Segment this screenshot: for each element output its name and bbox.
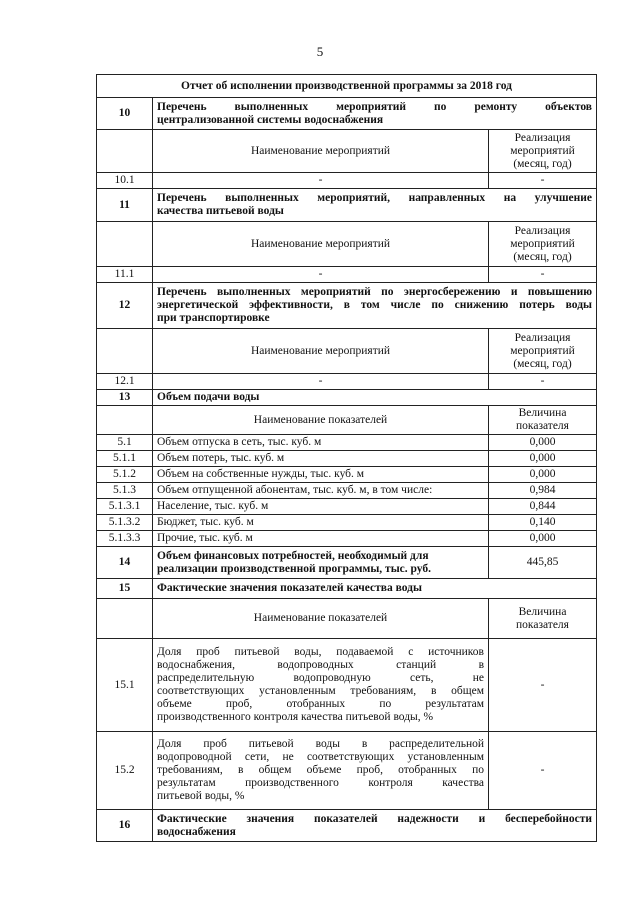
report-title: Отчет об исполнении производственной программы за 2018 год <box>97 75 597 98</box>
indicator-description: Доля проб питьевой воды в распределительной водопроводной сети, не соответствующих установленным требованиям, в общем объеме проб, отобранных по результатам производственного контроля качества питьевой воды, % <box>153 732 489 810</box>
financial-needs-value: 445,85 <box>489 547 597 579</box>
table-row: 11.1 - - <box>97 267 597 283</box>
section-13-column-header <box>97 406 597 435</box>
section-number: 13 <box>97 390 153 406</box>
table-row: 5.1.3.2 Бюджет, тыс. куб. м 0,140 <box>97 515 597 531</box>
section-11-column-header <box>97 222 597 267</box>
table-row: 10.1 - - <box>97 173 597 189</box>
section-number: 12 <box>97 283 153 329</box>
table-row: 5.1.2 Объем на собственные нужды, тыс. куб. м 0,000 <box>97 467 597 483</box>
column-header-implementation: Реализация мероприятий (месяц, год) <box>489 222 597 267</box>
section-10-column-header <box>97 130 597 173</box>
section-title: Фактические значения показателей качества воды <box>153 579 597 599</box>
column-header-value: Величина показателя <box>489 406 597 435</box>
section-11-header <box>97 189 597 222</box>
section-15-header <box>97 579 597 599</box>
section-12-column-header <box>97 329 597 374</box>
section-number: 15 <box>97 579 153 599</box>
table-row: 15.2 Доля проб питьевой воды в распределительной водопроводной сети, не соответствующих установленным требованиям, в общем объеме проб, отобранных по результатам производственного контроля качества питьевой воды, % - <box>97 732 597 810</box>
column-header-value: Величина показателя <box>489 599 597 639</box>
section-title: Объем подачи воды <box>153 390 597 406</box>
section-title: Перечень выполненных мероприятий, направленных на улучшение качества питьевой воды <box>153 189 597 222</box>
column-header-name: Наименование показателей <box>153 406 489 435</box>
table-row: 5.1.3 Объем отпущенной абонентам, тыс. куб. м, в том числе: 0,984 <box>97 483 597 499</box>
section-number: 16 <box>97 810 153 842</box>
section-number: 11 <box>97 189 153 222</box>
section-13-header <box>97 390 597 406</box>
section-number: 10 <box>97 98 153 130</box>
table-row: 15.1 Доля проб питьевой воды, подаваемой с источников водоснабжения, водопроводных станций в распределительную водопроводную сеть, не соответствующих установленным требованиям, в общем объеме проб, отобранных по результатам производственного контроля качества питьевой воды, % - <box>97 639 597 732</box>
page-number: 5 <box>316 44 324 59</box>
column-header-name: Наименование мероприятий <box>153 329 489 374</box>
section-12-header <box>97 283 597 329</box>
column-header-name: Наименование показателей <box>153 599 489 639</box>
section-title: Перечень выполненных мероприятий по ремонту объектов централизованной системы водоснабжения <box>153 98 597 130</box>
section-title: Объем финансовых потребностей, необходимый для реализации производственной программы, тыс. руб. <box>153 547 489 579</box>
table-row: 5.1.1 Объем потерь, тыс. куб. м 0,000 <box>97 451 597 467</box>
table-row: 12.1 - - <box>97 374 597 390</box>
section-title: Фактические значения показателей надежности и бесперебойности водоснабжения <box>153 810 597 842</box>
column-header-implementation: Реализация мероприятий (месяц, год) <box>489 329 597 374</box>
report-title-row <box>97 75 597 98</box>
indicator-description: Доля проб питьевой воды, подаваемой с источников водоснабжения, водопроводных станций в распределительную водопроводную сеть, не соответствующих установленным требованиям, в общем объеме проб, отобранных по результатам производственного контроля качества питьевой воды, % <box>153 639 489 732</box>
production-program-report-table <box>96 74 597 842</box>
section-14-row <box>97 547 597 579</box>
section-15-column-header <box>97 599 597 639</box>
section-10-header <box>97 98 597 130</box>
section-16-header <box>97 810 597 842</box>
section-number: 14 <box>97 547 153 579</box>
table-row: 5.1 Объем отпуска в сеть, тыс. куб. м 0,000 <box>97 435 597 451</box>
table-row: 5.1.3.1 Население, тыс. куб. м 0,844 <box>97 499 597 515</box>
section-title: Перечень выполненных мероприятий по энергосбережению и повышению энергетической эффективности, в том числе по снижению потерь воды при транспортировке <box>153 283 597 329</box>
column-header-name: Наименование мероприятий <box>153 130 489 173</box>
table-row: 5.1.3.3 Прочие, тыс. куб. м 0,000 <box>97 531 597 547</box>
column-header-implementation: Реализация мероприятий (месяц, год) <box>489 130 597 173</box>
column-header-name: Наименование мероприятий <box>153 222 489 267</box>
